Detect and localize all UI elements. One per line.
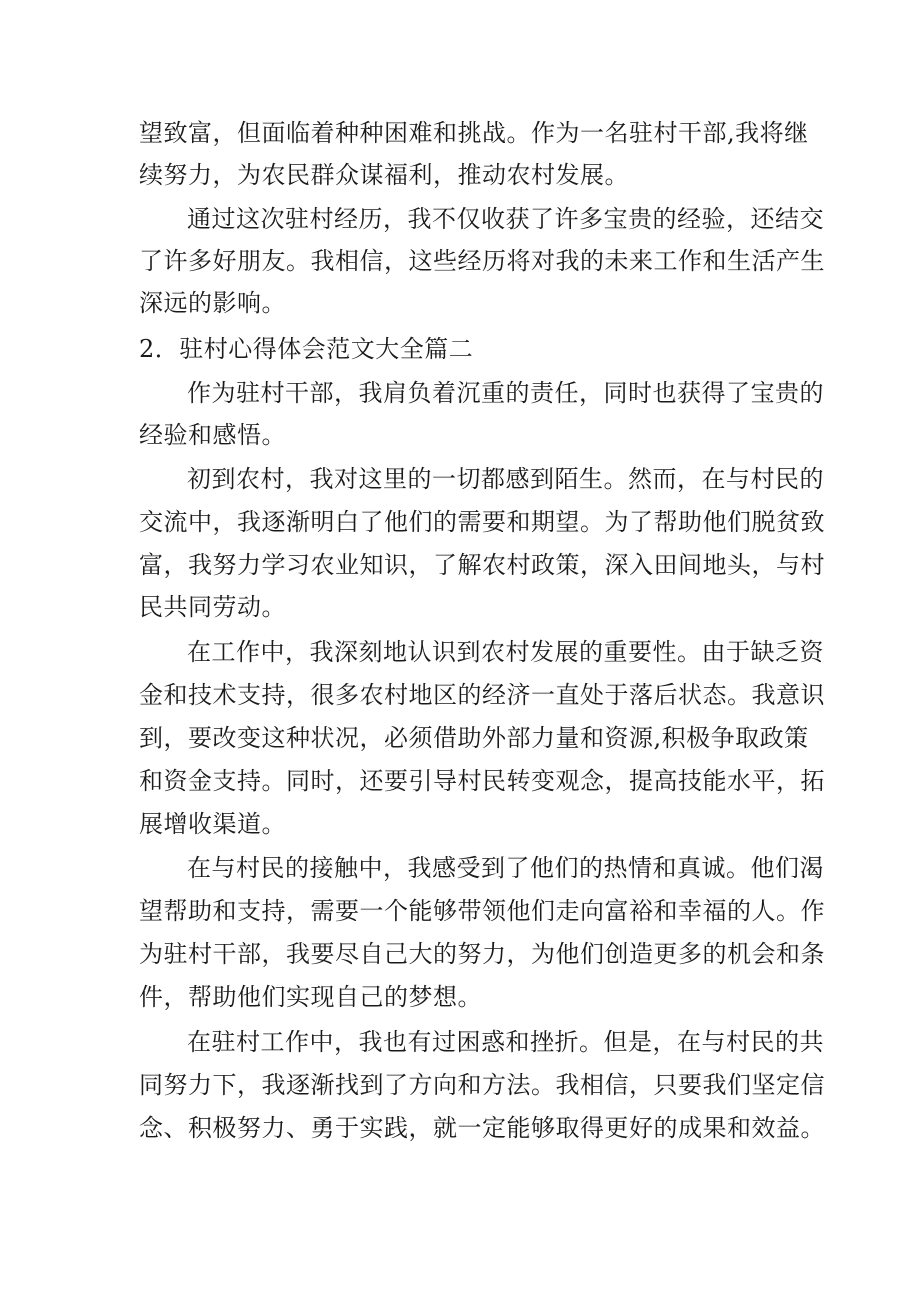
text-line: 了许多好朋友。我相信，这些经历将对我的未来工作和生活产生 — [139, 247, 825, 275]
text-line: 富，我努力学习农业知识，了解农村政策，深入田间地头，与村 — [139, 551, 825, 579]
text-line: 金和技术支持，很多农村地区的经济一直处于落后状态。我意识 — [139, 681, 825, 709]
text-line: 望致富，但面临着种种困难和挑战。作为一名驻村干部,我将继 — [139, 119, 809, 147]
text-line: 续努力，为农民群众谋福利，推动农村发展。 — [139, 161, 629, 189]
text-line: 念、积极努力、勇于实践，就一定能够取得更好的成果和效益。 — [139, 1114, 825, 1142]
text-line: 为驻村干部，我要尽自己大的努力，为他们创造更多的机会和条 — [139, 940, 825, 968]
text-line: 望帮助和支持，需要一个能够带领他们走向富裕和幸福的人。作 — [139, 897, 825, 925]
paragraph-first-line: 作为驻村干部，我肩负着沉重的责任，同时也获得了宝贵的 — [187, 379, 824, 407]
paragraph-first-line: 在工作中，我深刻地认识到农村发展的重要性。由于缺乏资 — [187, 638, 824, 666]
paragraph-first-line: 初到农村，我对这里的一切都感到陌生。然而，在与村民的 — [187, 465, 824, 493]
paragraph-first-line: 在驻村工作中，我也有过困惑和挫折。但是，在与村民的共 — [187, 1028, 824, 1056]
text-line: 经验和感悟。 — [139, 421, 286, 449]
text-line: 到，要改变这种状况，必须借助外部力量和资源,积极争取政策 — [139, 724, 809, 752]
text-line: 深远的影响。 — [139, 289, 286, 317]
text-line: 交流中，我逐渐明白了他们的需要和期望。为了帮助他们脱贫致 — [139, 508, 825, 536]
text-line: 同努力下，我逐渐找到了方向和方法。我相信，只要我们坚定信 — [139, 1071, 825, 1099]
text-line: 和资金支持。同时，还要引导村民转变观念，提高技能水平，拓 — [139, 767, 825, 795]
text-line: 展增收渠道。 — [139, 810, 286, 838]
section-heading: 2．驻村心得体会范文大全篇二 — [139, 335, 474, 363]
paragraph-first-line: 通过这次驻村经历，我不仅收获了许多宝贵的经验，还结交 — [187, 205, 824, 233]
paragraph-first-line: 在与村民的接触中，我感受到了他们的热情和真诚。他们渴 — [187, 854, 824, 882]
text-line: 民共同劳动。 — [139, 593, 286, 621]
text-line: 件，帮助他们实现自己的梦想。 — [139, 983, 482, 1011]
